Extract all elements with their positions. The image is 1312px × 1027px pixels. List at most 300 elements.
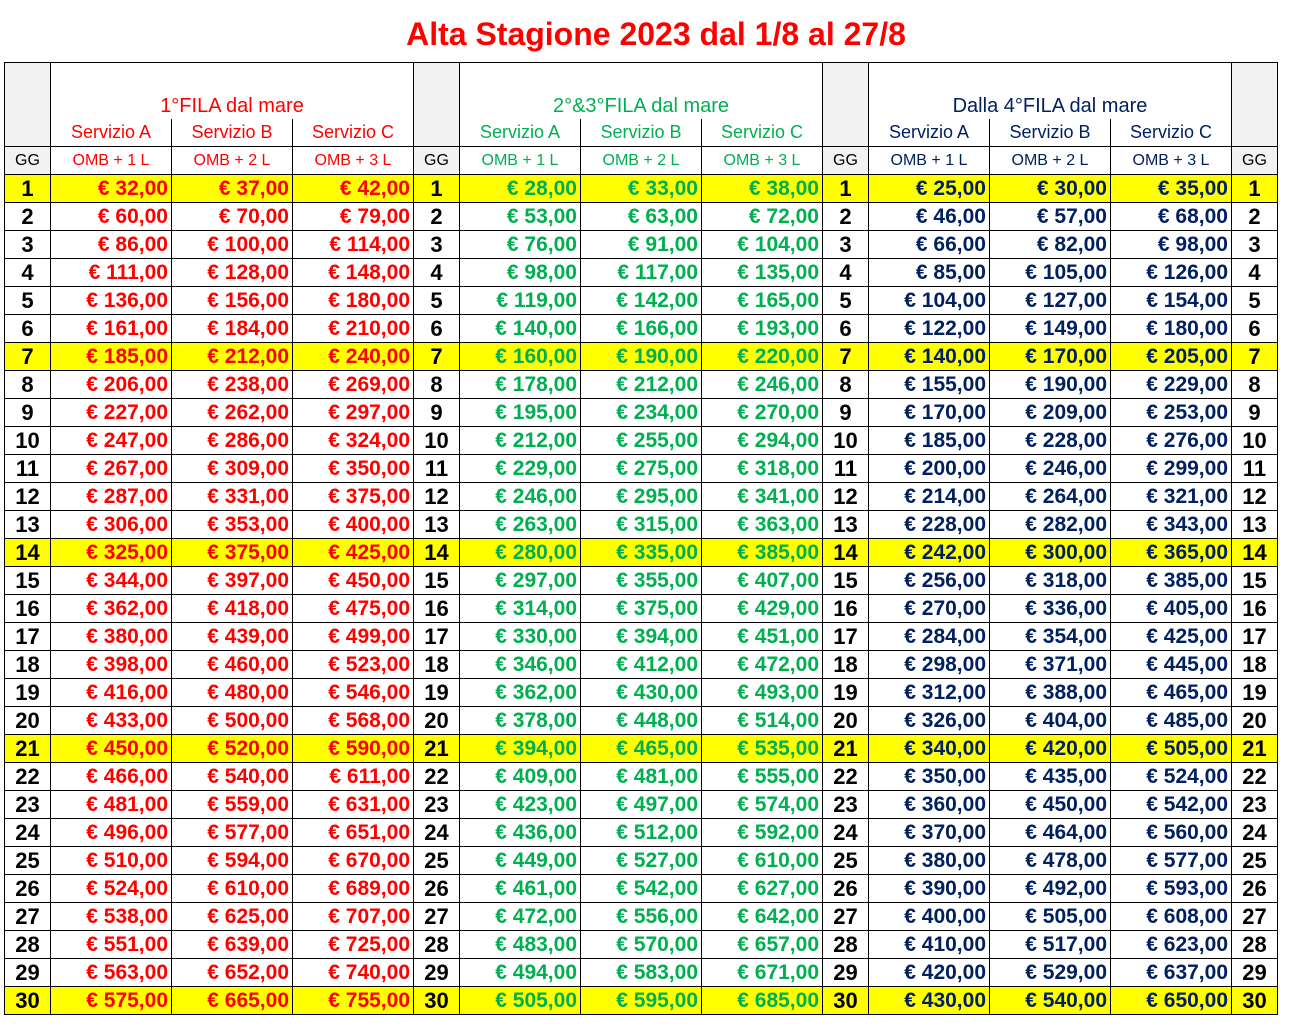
day-cell: 6	[823, 315, 869, 343]
price-cell: € 405,00	[1111, 595, 1232, 623]
price-cell: € 492,00	[990, 875, 1111, 903]
price-cell: € 375,00	[581, 595, 702, 623]
day-cell: 26	[414, 875, 460, 903]
price-cell: € 610,00	[172, 875, 293, 903]
price-cell: € 53,00	[460, 203, 581, 231]
group-title-2: 2°&3°FILA dal mare	[460, 63, 823, 120]
price-cell: € 611,00	[293, 763, 414, 791]
day-cell: 5	[823, 287, 869, 315]
price-cell: € 60,00	[51, 203, 172, 231]
price-cell: € 657,00	[702, 931, 823, 959]
price-cell: € 68,00	[1111, 203, 1232, 231]
price-cell: € 560,00	[1111, 819, 1232, 847]
price-cell: € 555,00	[702, 763, 823, 791]
day-cell: 24	[823, 819, 869, 847]
price-cell: € 148,00	[293, 259, 414, 287]
price-cell: € 212,00	[460, 427, 581, 455]
day-cell: 16	[1232, 595, 1278, 623]
price-cell: € 263,00	[460, 511, 581, 539]
price-cell: € 517,00	[990, 931, 1111, 959]
day-cell: 21	[5, 735, 51, 763]
day-cell: 15	[823, 567, 869, 595]
price-cell: € 140,00	[869, 343, 990, 371]
price-cell: € 270,00	[702, 399, 823, 427]
group-title-3: Dalla 4°FILA dal mare	[869, 63, 1232, 120]
price-cell: € 524,00	[1111, 763, 1232, 791]
price-cell: € 568,00	[293, 707, 414, 735]
price-cell: € 593,00	[1111, 875, 1232, 903]
service-header: Servizio C	[1111, 119, 1232, 147]
day-cell: 29	[5, 959, 51, 987]
day-cell: 28	[1232, 931, 1278, 959]
price-cell: € 499,00	[293, 623, 414, 651]
price-cell: € 400,00	[293, 511, 414, 539]
day-cell: 19	[823, 679, 869, 707]
table-row	[5, 539, 1278, 567]
day-cell: 23	[1232, 791, 1278, 819]
price-cell: € 371,00	[990, 651, 1111, 679]
price-cell: € 86,00	[51, 231, 172, 259]
day-cell: 11	[414, 455, 460, 483]
day-cell: 3	[823, 231, 869, 259]
price-cell: € 481,00	[581, 763, 702, 791]
table-row	[5, 847, 1278, 875]
price-cell: € 105,00	[990, 259, 1111, 287]
price-cell: € 514,00	[702, 707, 823, 735]
price-cell: € 100,00	[172, 231, 293, 259]
price-cell: € 98,00	[460, 259, 581, 287]
day-cell: 12	[414, 483, 460, 511]
price-cell: € 340,00	[869, 735, 990, 763]
table-row	[5, 819, 1278, 847]
price-cell: € 500,00	[172, 707, 293, 735]
price-cell: € 91,00	[581, 231, 702, 259]
day-cell: 23	[414, 791, 460, 819]
day-cell: 17	[1232, 623, 1278, 651]
day-cell: 5	[1232, 287, 1278, 315]
day-cell: 30	[5, 987, 51, 1015]
price-cell: € 527,00	[581, 847, 702, 875]
day-cell: 23	[823, 791, 869, 819]
group-title-1: 1°FILA dal mare	[51, 63, 414, 120]
price-cell: € 46,00	[869, 203, 990, 231]
price-cell: € 140,00	[460, 315, 581, 343]
corner-cell	[5, 63, 51, 120]
price-cell: € 315,00	[581, 511, 702, 539]
table-row	[5, 287, 1278, 315]
price-cell: € 465,00	[581, 735, 702, 763]
price-cell: € 343,00	[1111, 511, 1232, 539]
price-cell: € 390,00	[869, 875, 990, 903]
price-cell: € 520,00	[172, 735, 293, 763]
table-row	[5, 595, 1278, 623]
day-cell: 29	[414, 959, 460, 987]
price-cell: € 362,00	[460, 679, 581, 707]
day-cell: 21	[1232, 735, 1278, 763]
day-cell: 30	[823, 987, 869, 1015]
price-cell: € 312,00	[869, 679, 990, 707]
day-cell: 16	[414, 595, 460, 623]
price-cell: € 214,00	[869, 483, 990, 511]
price-cell: € 326,00	[869, 707, 990, 735]
day-cell: 1	[823, 175, 869, 203]
price-cell: € 623,00	[1111, 931, 1232, 959]
blank-cell	[5, 119, 51, 147]
price-cell: € 472,00	[702, 651, 823, 679]
price-cell: € 190,00	[581, 343, 702, 371]
price-cell: € 229,00	[1111, 371, 1232, 399]
price-cell: € 385,00	[702, 539, 823, 567]
price-cell: € 540,00	[990, 987, 1111, 1015]
service-header: Servizio A	[869, 119, 990, 147]
price-cell: € 114,00	[293, 231, 414, 259]
price-cell: € 512,00	[581, 819, 702, 847]
price-cell: € 149,00	[990, 315, 1111, 343]
day-cell: 20	[5, 707, 51, 735]
day-cell: 30	[414, 987, 460, 1015]
price-cell: € 375,00	[172, 539, 293, 567]
day-cell: 9	[1232, 399, 1278, 427]
price-cell: € 595,00	[581, 987, 702, 1015]
price-cell: € 577,00	[1111, 847, 1232, 875]
day-cell: 20	[823, 707, 869, 735]
price-cell: € 270,00	[869, 595, 990, 623]
day-cell: 1	[1232, 175, 1278, 203]
omb-header: OMB + 2 L	[990, 147, 1111, 175]
day-cell: 11	[1232, 455, 1278, 483]
price-cell: € 450,00	[293, 567, 414, 595]
price-cell: € 707,00	[293, 903, 414, 931]
day-cell: 21	[823, 735, 869, 763]
table-row	[5, 511, 1278, 539]
price-cell: € 269,00	[293, 371, 414, 399]
day-cell: 8	[414, 371, 460, 399]
corner-cell	[1232, 63, 1278, 120]
price-cell: € 652,00	[172, 959, 293, 987]
price-cell: € 493,00	[702, 679, 823, 707]
separator-cell	[823, 63, 869, 120]
price-cell: € 25,00	[869, 175, 990, 203]
day-cell: 21	[414, 735, 460, 763]
price-cell: € 551,00	[51, 931, 172, 959]
price-cell: € 331,00	[172, 483, 293, 511]
price-cell: € 242,00	[869, 539, 990, 567]
day-cell: 12	[5, 483, 51, 511]
price-cell: € 510,00	[51, 847, 172, 875]
day-cell: 7	[823, 343, 869, 371]
price-cell: € 423,00	[460, 791, 581, 819]
omb-header: OMB + 1 L	[460, 147, 581, 175]
price-cell: € 228,00	[869, 511, 990, 539]
gg-header: GG	[414, 147, 460, 175]
price-cell: € 523,00	[293, 651, 414, 679]
table-row	[5, 623, 1278, 651]
day-cell: 2	[5, 203, 51, 231]
omb-header: OMB + 2 L	[581, 147, 702, 175]
table-row	[5, 427, 1278, 455]
day-cell: 1	[5, 175, 51, 203]
price-cell: € 639,00	[172, 931, 293, 959]
price-cell: € 267,00	[51, 455, 172, 483]
price-cell: € 485,00	[1111, 707, 1232, 735]
service-header: Servizio B	[581, 119, 702, 147]
price-cell: € 665,00	[172, 987, 293, 1015]
day-cell: 17	[823, 623, 869, 651]
price-cell: € 480,00	[172, 679, 293, 707]
service-header: Servizio C	[702, 119, 823, 147]
price-cell: € 228,00	[990, 427, 1111, 455]
price-cell: € 494,00	[460, 959, 581, 987]
price-cell: € 161,00	[51, 315, 172, 343]
price-cell: € 318,00	[702, 455, 823, 483]
omb-header: OMB + 1 L	[869, 147, 990, 175]
price-cell: € 563,00	[51, 959, 172, 987]
price-cell: € 30,00	[990, 175, 1111, 203]
day-cell: 8	[1232, 371, 1278, 399]
day-cell: 18	[414, 651, 460, 679]
day-cell: 7	[414, 343, 460, 371]
day-cell: 25	[414, 847, 460, 875]
table-row	[5, 371, 1278, 399]
price-cell: € 448,00	[581, 707, 702, 735]
price-cell: € 394,00	[460, 735, 581, 763]
table-row	[5, 343, 1278, 371]
price-cell: € 154,00	[1111, 287, 1232, 315]
price-cell: € 297,00	[460, 567, 581, 595]
price-cell: € 264,00	[990, 483, 1111, 511]
price-cell: € 314,00	[460, 595, 581, 623]
price-cell: € 262,00	[172, 399, 293, 427]
day-cell: 25	[823, 847, 869, 875]
price-cell: € 282,00	[990, 511, 1111, 539]
day-cell: 22	[1232, 763, 1278, 791]
day-cell: 10	[5, 427, 51, 455]
price-cell: € 481,00	[51, 791, 172, 819]
day-cell: 19	[5, 679, 51, 707]
table-row	[5, 959, 1278, 987]
price-cell: € 592,00	[702, 819, 823, 847]
day-cell: 23	[5, 791, 51, 819]
price-cell: € 464,00	[990, 819, 1111, 847]
price-cell: € 583,00	[581, 959, 702, 987]
price-cell: € 195,00	[460, 399, 581, 427]
service-header: Servizio A	[460, 119, 581, 147]
price-cell: € 445,00	[1111, 651, 1232, 679]
price-cell: € 341,00	[702, 483, 823, 511]
day-cell: 26	[823, 875, 869, 903]
price-cell: € 185,00	[51, 343, 172, 371]
price-cell: € 363,00	[702, 511, 823, 539]
price-cell: € 76,00	[460, 231, 581, 259]
price-cell: € 400,00	[869, 903, 990, 931]
price-cell: € 180,00	[1111, 315, 1232, 343]
price-cell: € 127,00	[990, 287, 1111, 315]
price-cell: € 433,00	[51, 707, 172, 735]
price-cell: € 388,00	[990, 679, 1111, 707]
gg-header: GG	[1232, 147, 1278, 175]
day-cell: 22	[5, 763, 51, 791]
price-cell: € 496,00	[51, 819, 172, 847]
day-cell: 26	[5, 875, 51, 903]
day-cell: 13	[414, 511, 460, 539]
price-cell: € 299,00	[1111, 455, 1232, 483]
price-cell: € 651,00	[293, 819, 414, 847]
day-cell: 17	[414, 623, 460, 651]
day-cell: 9	[414, 399, 460, 427]
table-row	[5, 483, 1278, 511]
group-title-row	[5, 63, 1278, 120]
price-cell: € 378,00	[460, 707, 581, 735]
gg-header: GG	[5, 147, 51, 175]
price-cell: € 185,00	[869, 427, 990, 455]
price-cell: € 354,00	[990, 623, 1111, 651]
price-cell: € 220,00	[702, 343, 823, 371]
price-cell: € 128,00	[172, 259, 293, 287]
day-cell: 5	[5, 287, 51, 315]
price-cell: € 685,00	[702, 987, 823, 1015]
day-cell: 27	[1232, 903, 1278, 931]
day-cell: 4	[5, 259, 51, 287]
day-cell: 18	[5, 651, 51, 679]
omb-header: OMB + 3 L	[702, 147, 823, 175]
day-cell: 14	[5, 539, 51, 567]
separator-cell	[414, 63, 460, 120]
price-cell: € 247,00	[51, 427, 172, 455]
price-cell: € 755,00	[293, 987, 414, 1015]
price-cell: € 255,00	[581, 427, 702, 455]
price-cell: € 336,00	[990, 595, 1111, 623]
day-cell: 22	[414, 763, 460, 791]
day-cell: 15	[1232, 567, 1278, 595]
price-cell: € 335,00	[581, 539, 702, 567]
price-cell: € 360,00	[869, 791, 990, 819]
price-cell: € 286,00	[172, 427, 293, 455]
day-cell: 10	[823, 427, 869, 455]
table-row	[5, 707, 1278, 735]
day-cell: 14	[1232, 539, 1278, 567]
day-cell: 14	[414, 539, 460, 567]
day-cell: 15	[5, 567, 51, 595]
price-cell: € 346,00	[460, 651, 581, 679]
price-cell: € 136,00	[51, 287, 172, 315]
day-cell: 9	[5, 399, 51, 427]
price-cell: € 725,00	[293, 931, 414, 959]
price-cell: € 165,00	[702, 287, 823, 315]
day-cell: 17	[5, 623, 51, 651]
day-cell: 24	[1232, 819, 1278, 847]
table-row	[5, 259, 1278, 287]
price-cell: € 33,00	[581, 175, 702, 203]
table-row	[5, 679, 1278, 707]
table-row	[5, 735, 1278, 763]
price-cell: € 344,00	[51, 567, 172, 595]
price-cell: € 284,00	[869, 623, 990, 651]
price-cell: € 35,00	[1111, 175, 1232, 203]
day-cell: 28	[823, 931, 869, 959]
day-cell: 5	[414, 287, 460, 315]
table-row	[5, 931, 1278, 959]
price-cell: € 575,00	[51, 987, 172, 1015]
price-cell: € 410,00	[869, 931, 990, 959]
price-cell: € 117,00	[581, 259, 702, 287]
price-cell: € 32,00	[51, 175, 172, 203]
price-cell: € 300,00	[990, 539, 1111, 567]
price-cell: € 650,00	[1111, 987, 1232, 1015]
service-header: Servizio C	[293, 119, 414, 147]
price-cell: € 318,00	[990, 567, 1111, 595]
price-cell: € 330,00	[460, 623, 581, 651]
price-cell: € 409,00	[460, 763, 581, 791]
blank-cell	[823, 119, 869, 147]
price-cell: € 85,00	[869, 259, 990, 287]
price-cell: € 104,00	[702, 231, 823, 259]
price-cell: € 155,00	[869, 371, 990, 399]
price-cell: € 325,00	[51, 539, 172, 567]
table-row	[5, 763, 1278, 791]
price-cell: € 435,00	[990, 763, 1111, 791]
price-cell: € 610,00	[702, 847, 823, 875]
table-row	[5, 175, 1278, 203]
price-cell: € 246,00	[460, 483, 581, 511]
table-row	[5, 315, 1278, 343]
day-cell: 13	[5, 511, 51, 539]
price-cell: € 497,00	[581, 791, 702, 819]
day-cell: 10	[1232, 427, 1278, 455]
day-cell: 29	[823, 959, 869, 987]
price-cell: € 321,00	[1111, 483, 1232, 511]
price-cell: € 82,00	[990, 231, 1111, 259]
price-cell: € 365,00	[1111, 539, 1232, 567]
day-cell: 20	[1232, 707, 1278, 735]
price-cell: € 238,00	[172, 371, 293, 399]
price-cell: € 418,00	[172, 595, 293, 623]
service-header: Servizio B	[990, 119, 1111, 147]
price-cell: € 627,00	[702, 875, 823, 903]
day-cell: 12	[823, 483, 869, 511]
day-cell: 4	[823, 259, 869, 287]
omb-header: OMB + 3 L	[1111, 147, 1232, 175]
day-cell: 4	[1232, 259, 1278, 287]
price-cell: € 631,00	[293, 791, 414, 819]
price-cell: € 275,00	[581, 455, 702, 483]
price-cell: € 209,00	[990, 399, 1111, 427]
price-cell: € 170,00	[869, 399, 990, 427]
table-row	[5, 987, 1278, 1015]
omb-row	[5, 147, 1278, 175]
price-cell: € 70,00	[172, 203, 293, 231]
price-cell: € 416,00	[51, 679, 172, 707]
price-cell: € 505,00	[1111, 735, 1232, 763]
price-cell: € 104,00	[869, 287, 990, 315]
price-cell: € 529,00	[990, 959, 1111, 987]
day-cell: 8	[5, 371, 51, 399]
price-cell: € 570,00	[581, 931, 702, 959]
table-body	[5, 63, 1278, 1015]
price-cell: € 590,00	[293, 735, 414, 763]
price-cell: € 397,00	[172, 567, 293, 595]
table-row	[5, 791, 1278, 819]
price-cell: € 385,00	[1111, 567, 1232, 595]
day-cell: 9	[823, 399, 869, 427]
price-cell: € 206,00	[51, 371, 172, 399]
day-cell: 13	[1232, 511, 1278, 539]
price-cell: € 475,00	[293, 595, 414, 623]
price-cell: € 42,00	[293, 175, 414, 203]
price-cell: € 119,00	[460, 287, 581, 315]
day-cell: 3	[414, 231, 460, 259]
price-cell: € 126,00	[1111, 259, 1232, 287]
day-cell: 18	[823, 651, 869, 679]
